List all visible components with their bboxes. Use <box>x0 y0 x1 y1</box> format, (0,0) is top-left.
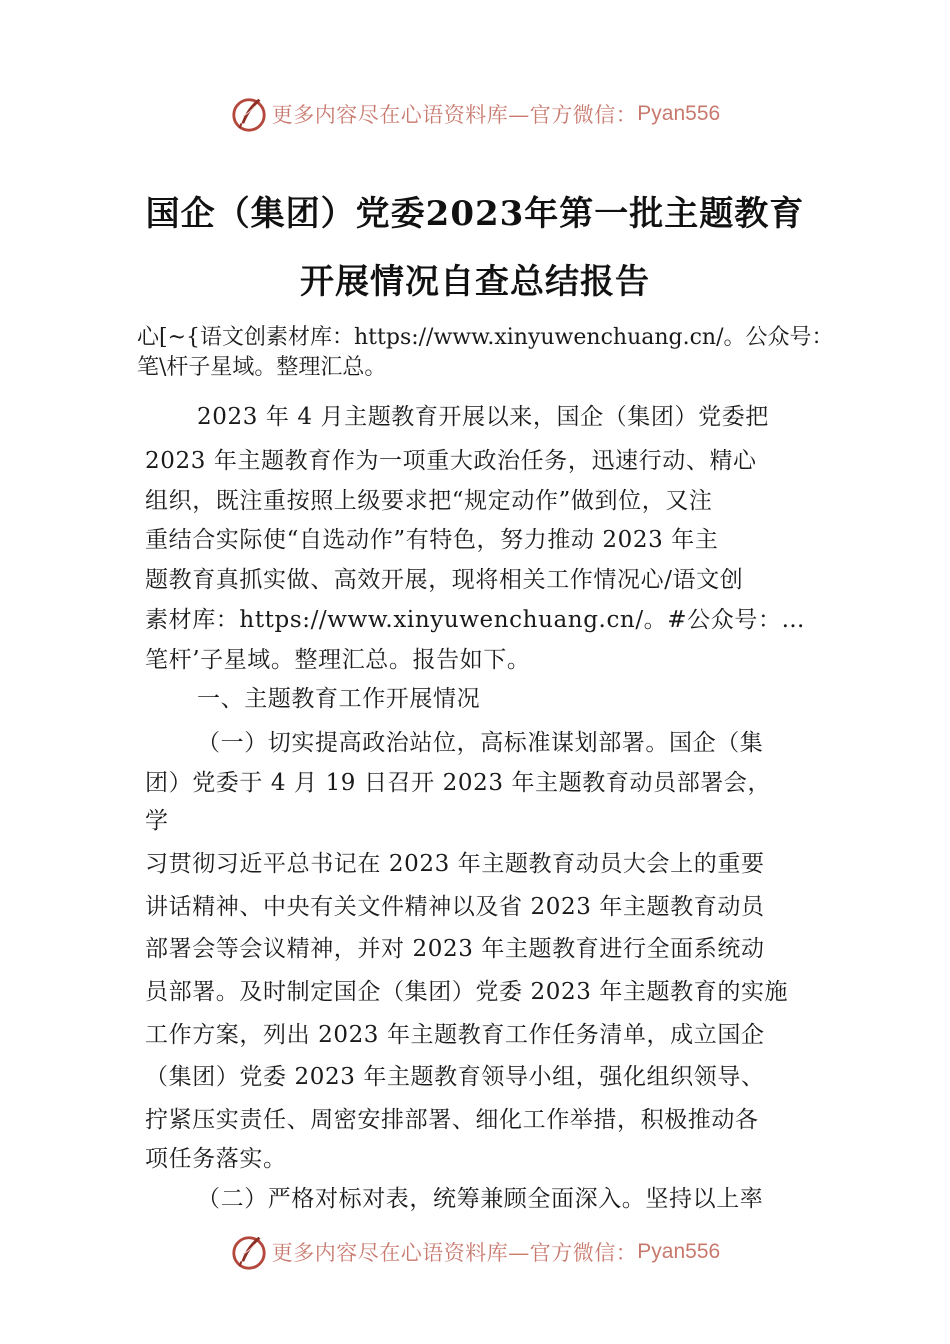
banner-wechat-id: Pyan556 <box>637 1240 721 1263</box>
header-banner <box>0 92 950 136</box>
body-line: 学 <box>145 808 169 834</box>
footer-banner <box>0 1230 950 1274</box>
body-line: 习贯彻习近平总书记在 2023 年主题教育动员大会上的重要 <box>145 851 765 877</box>
body-line: 素材库：https://www.xinyuwenchuang.cn/。#公众号：… <box>145 607 806 633</box>
section-heading: 一、主题教育工作开展情况 <box>197 686 481 712</box>
body-line: （集团）党委 2023 年主题教育领导小组，强化组织领导、 <box>145 1064 765 1090</box>
body-line: 重结合实际使“自选动作”有特色，努力推动 2023 年主 <box>145 527 719 553</box>
body-line: 员部署。及时制定国企（集团）党委 2023 年主题教育的实施 <box>145 979 789 1005</box>
body-line: 讲话精神、中央有关文件精神以及省 2023 年主题教育动员 <box>145 894 765 920</box>
source-note: 心[~{语文创素材库：https://www.xinyuwenchuang.cn/。公众号：笔\杆子星域。整理汇总。 <box>137 325 834 380</box>
document-title-line-2: 开展情况自查总结报告 <box>300 262 650 302</box>
banner-wechat-id: Pyan556 <box>637 102 721 125</box>
body-line: 团）党委于 4 月 19 日召开 2023 年主题教育动员部署会， <box>145 770 772 796</box>
body-line: 拧紧压实责任、周密安排部署、细化工作举措，积极推动各 <box>145 1107 759 1133</box>
body-line: 2023 年 4 月主题教育开展以来，国企（集团）党委把 <box>197 404 769 430</box>
subsection-heading: （二）严格对标对表，统筹兼顾全面深入。坚持以上率 <box>197 1186 764 1212</box>
body-line: 笔杆’子星域。整理汇总。报告如下。 <box>145 647 531 673</box>
body-line: 项任务落实。 <box>145 1146 287 1172</box>
body-line: 部署会等会议精神，并对 2023 年主题教育进行全面系统动 <box>145 936 765 962</box>
body-line: 2023 年主题教育作为一项重大政治任务，迅速行动、精心 <box>145 448 757 474</box>
banner-text: 更多内容尽在心语资料库—官方微信： <box>271 103 638 127</box>
body-line: 工作方案，列出 2023 年主题教育工作任务清单，成立国企 <box>145 1022 765 1048</box>
body-line: 题教育真抓实做、高效开展，现将相关工作情况心/语文创 <box>145 567 744 593</box>
quill-logo-icon <box>230 1233 268 1271</box>
document-title-line-1: 国企（集团）党委2023年第一批主题教育 <box>145 194 805 234</box>
banner-text: 更多内容尽在心语资料库—官方微信： <box>271 1241 638 1265</box>
body-line: 组织，既注重按照上级要求把“规定动作”做到位，又注 <box>145 488 713 514</box>
quill-logo-icon <box>230 95 268 133</box>
subsection-heading: （一）切实提高政治站位，高标准谋划部署。国企（集 <box>197 730 764 756</box>
